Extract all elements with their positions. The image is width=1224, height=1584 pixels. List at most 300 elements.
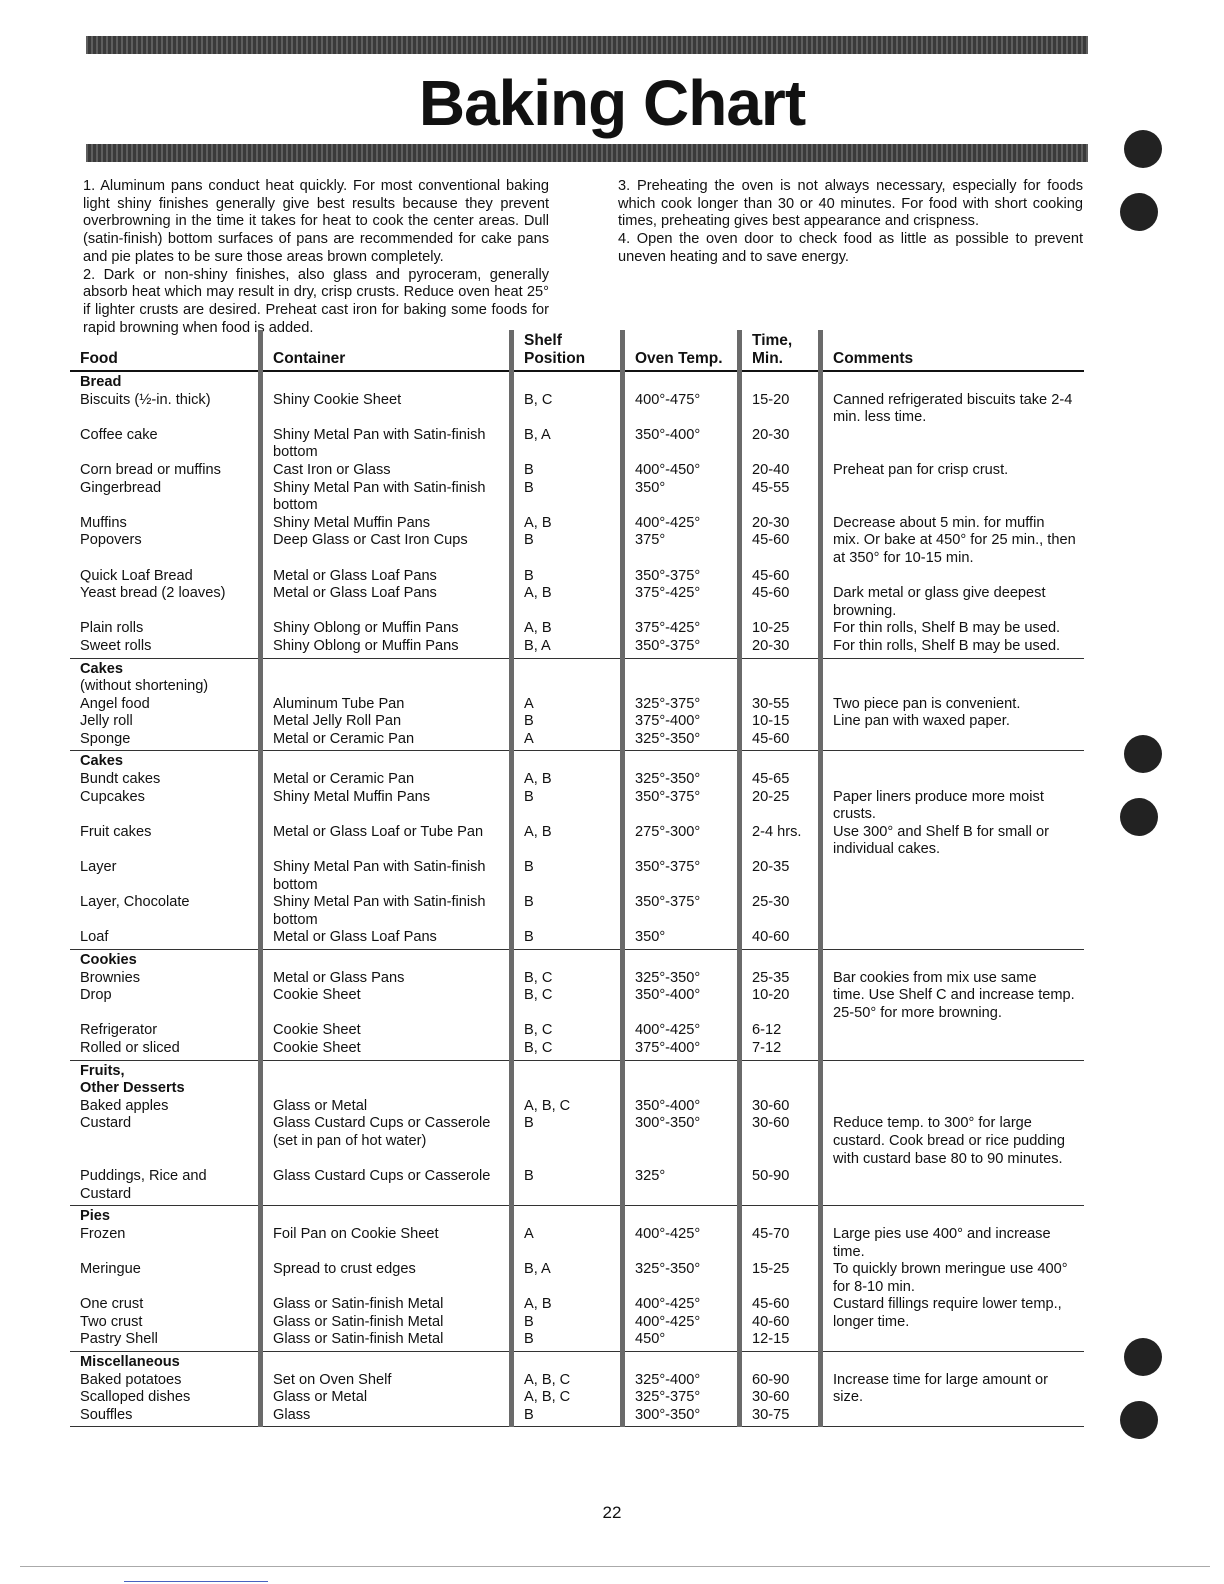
cell-container: Glass or Satin-finish Metal bbox=[261, 1331, 512, 1351]
table-row bbox=[70, 1226, 1084, 1261]
section-heading-spacer bbox=[821, 1206, 1085, 1226]
cell-comment bbox=[821, 859, 1085, 894]
cell-food: Angel food bbox=[80, 695, 150, 712]
cell-shelf: B bbox=[512, 532, 623, 567]
cell-container: Shiny Metal Muffin Pans bbox=[261, 789, 512, 824]
cell-time: 20-40 bbox=[740, 462, 821, 480]
table-row bbox=[70, 1261, 1084, 1296]
cell-comment bbox=[821, 568, 1085, 586]
cell-temp: 350° bbox=[623, 480, 740, 515]
table-row bbox=[70, 987, 1084, 1022]
cell-food: Muffins bbox=[80, 514, 127, 531]
cell-container: Glass or Satin-finish Metal bbox=[261, 1296, 512, 1314]
section-title: Miscellaneous bbox=[80, 1354, 180, 1371]
cell-temp: 300°-350° bbox=[623, 1407, 740, 1427]
cell-food: Refrigerator bbox=[80, 1022, 158, 1039]
section-heading-spacer bbox=[623, 950, 740, 970]
cell-shelf: A bbox=[512, 1226, 623, 1261]
table-row bbox=[70, 620, 1084, 638]
cell-time: 12-15 bbox=[740, 1331, 821, 1351]
section-heading-row bbox=[70, 1206, 1084, 1226]
section-heading-spacer bbox=[261, 658, 512, 696]
section-heading-spacer bbox=[261, 1352, 512, 1372]
section-heading-spacer bbox=[740, 950, 821, 970]
table-row bbox=[70, 1296, 1084, 1314]
cell-comment bbox=[821, 929, 1085, 949]
binder-hole-icon bbox=[1124, 1338, 1162, 1376]
intro-paragraph-3: 3. Preheating the oven is not always necessary, especially for foods which cook longer than 30 or 40 minutes. For food with short cooking times, preheating gives best appearance and crispness. bbox=[618, 178, 1083, 230]
cell-time: 30-55 bbox=[740, 696, 821, 714]
section-heading-row bbox=[70, 950, 1084, 970]
table-row bbox=[70, 970, 1084, 988]
cell-comment: Custard fillings require lower temp., bbox=[821, 1296, 1085, 1314]
cell-time: 30-75 bbox=[740, 1407, 821, 1427]
cell-temp: 350°-400° bbox=[623, 1098, 740, 1116]
intro-right-column bbox=[618, 178, 1083, 267]
cell-temp: 325°-375° bbox=[623, 696, 740, 714]
cell-comment bbox=[821, 427, 1085, 462]
table-row bbox=[70, 1115, 1084, 1168]
table-row bbox=[70, 1372, 1084, 1390]
cell-temp: 325°-350° bbox=[623, 970, 740, 988]
table-row bbox=[70, 392, 1084, 427]
cell-time: 40-60 bbox=[740, 929, 821, 949]
cell-shelf: B, A bbox=[512, 638, 623, 658]
cell-shelf: A, B bbox=[512, 620, 623, 638]
cell-container: Shiny Oblong or Muffin Pans bbox=[261, 620, 512, 638]
table-row bbox=[70, 1407, 1084, 1427]
cell-container: Shiny Oblong or Muffin Pans bbox=[261, 638, 512, 658]
cell-shelf: B bbox=[512, 1168, 623, 1206]
cell-comment bbox=[821, 894, 1085, 929]
binder-hole-icon bbox=[1124, 130, 1162, 168]
cell-shelf: A, B bbox=[512, 771, 623, 789]
table-row bbox=[70, 894, 1084, 929]
cell-container: Metal or Ceramic Pan bbox=[261, 771, 512, 789]
table-body bbox=[70, 371, 1084, 1427]
cell-food: Quick Loaf Bread bbox=[80, 567, 193, 584]
cell-comment bbox=[821, 1331, 1085, 1351]
cell-container: Foil Pan on Cookie Sheet bbox=[261, 1226, 512, 1261]
cell-food: Jelly roll bbox=[80, 713, 133, 730]
intro-paragraph-1: 1. Aluminum pans conduct heat quickly. For most conventional baking light shiny finishes generally give best results because they prevent overbrowning in the time it takes for heat to cook the center areas. Dull (satin-finish) bottom surfaces of pans are recommended for cake pans and pie plates to be sure those areas brown completely. bbox=[83, 178, 549, 265]
section-heading-spacer bbox=[623, 751, 740, 771]
table-row bbox=[70, 859, 1084, 894]
cell-time: 45-60 bbox=[740, 731, 821, 751]
section-heading-spacer bbox=[821, 371, 1085, 392]
cell-shelf: B, C bbox=[512, 1022, 623, 1040]
section-heading-row bbox=[70, 1352, 1084, 1372]
cell-shelf: B bbox=[512, 568, 623, 586]
cell-comment: size. bbox=[821, 1389, 1085, 1407]
cell-shelf: B, C bbox=[512, 392, 623, 427]
cell-shelf: B, C bbox=[512, 1040, 623, 1060]
header-container: Container bbox=[261, 330, 512, 371]
header-comments: Comments bbox=[821, 330, 1085, 371]
cell-time: 45-55 bbox=[740, 480, 821, 515]
cell-shelf: A, B, C bbox=[512, 1389, 623, 1407]
cell-time: 30-60 bbox=[740, 1389, 821, 1407]
cell-container: Cookie Sheet bbox=[261, 987, 512, 1022]
table-row bbox=[70, 1389, 1084, 1407]
cell-food: Layer, Chocolate bbox=[80, 894, 190, 911]
cell-temp: 350°-400° bbox=[623, 987, 740, 1022]
section-heading-spacer bbox=[512, 751, 623, 771]
cell-container: Glass or Metal bbox=[261, 1389, 512, 1407]
cell-food: Meringue bbox=[80, 1261, 141, 1278]
cell-time: 60-90 bbox=[740, 1372, 821, 1390]
cell-food: Two crust bbox=[80, 1313, 143, 1330]
cell-temp: 400°-425° bbox=[623, 515, 740, 533]
section-heading-spacer bbox=[261, 950, 512, 970]
section-heading-spacer bbox=[623, 658, 740, 696]
cell-temp: 275°-300° bbox=[623, 824, 740, 859]
cell-food: Loaf bbox=[70, 929, 261, 949]
cell-comment: longer time. bbox=[821, 1314, 1085, 1332]
cell-comment bbox=[821, 480, 1085, 515]
cell-shelf: B bbox=[512, 894, 623, 929]
intro-left-column bbox=[83, 178, 549, 337]
cell-temp: 350° bbox=[623, 929, 740, 949]
cell-container: Spread to crust edges bbox=[261, 1261, 512, 1296]
cell-temp: 375°-400° bbox=[623, 713, 740, 731]
section-subtitle: Other Desserts bbox=[80, 1080, 185, 1097]
cell-comment: Use 300° and Shelf B for small or individual cakes. bbox=[821, 824, 1085, 859]
table-row bbox=[70, 1168, 1084, 1206]
binder-hole-icon bbox=[1120, 1401, 1158, 1439]
section-title: Fruits, bbox=[80, 1062, 125, 1079]
table-row bbox=[70, 731, 1084, 751]
section-heading-spacer bbox=[261, 371, 512, 392]
footer-rule bbox=[20, 1566, 1210, 1567]
cell-food: Souffles bbox=[70, 1407, 261, 1427]
table-row bbox=[70, 1331, 1084, 1351]
cell-time: 30-60 bbox=[740, 1115, 821, 1168]
cell-time: 10-15 bbox=[740, 713, 821, 731]
cell-comment: mix. Or bake at 450° for 25 min., then at 350° for 10-15 min. bbox=[821, 532, 1085, 567]
section-heading-spacer bbox=[512, 371, 623, 392]
cell-container: Metal or Glass Loaf Pans bbox=[261, 568, 512, 586]
table-row bbox=[70, 713, 1084, 731]
section-heading-spacer bbox=[740, 1206, 821, 1226]
cell-temp: 350°-400° bbox=[623, 427, 740, 462]
section-heading bbox=[70, 950, 261, 970]
section-subtitle: (without shortening) bbox=[80, 678, 209, 695]
cell-temp: 375°-425° bbox=[623, 585, 740, 620]
cell-shelf: B bbox=[512, 713, 623, 731]
cell-temp: 325°-400° bbox=[623, 1372, 740, 1390]
cell-container: Metal or Ceramic Pan bbox=[261, 731, 512, 751]
table-row bbox=[70, 480, 1084, 515]
cell-shelf: B, A bbox=[512, 1261, 623, 1296]
section-heading-spacer bbox=[512, 658, 623, 696]
cell-time: 10-20 bbox=[740, 987, 821, 1022]
baking-chart-table bbox=[70, 330, 1084, 1427]
section-heading bbox=[70, 371, 261, 392]
cell-comment bbox=[821, 731, 1085, 751]
cell-container: Metal Jelly Roll Pan bbox=[261, 713, 512, 731]
cell-comment: Increase time for large amount or bbox=[821, 1372, 1085, 1390]
binder-hole-icon bbox=[1120, 193, 1158, 231]
cell-food: Gingerbread bbox=[80, 479, 162, 496]
cell-temp: 350°-375° bbox=[623, 859, 740, 894]
binder-hole-icon bbox=[1120, 798, 1158, 836]
cell-temp: 325°-350° bbox=[623, 731, 740, 751]
cell-food: Sponge bbox=[70, 731, 261, 751]
section-heading-spacer bbox=[821, 1352, 1085, 1372]
cell-container: Metal or Glass Loaf Pans bbox=[261, 585, 512, 620]
section-heading-spacer bbox=[261, 751, 512, 771]
cell-food: Scalloped dishes bbox=[80, 1389, 191, 1406]
table-row bbox=[70, 585, 1084, 620]
cell-comment bbox=[821, 1098, 1085, 1116]
cell-shelf: B bbox=[512, 1314, 623, 1332]
cell-temp: 350°-375° bbox=[623, 894, 740, 929]
cell-food: Bundt cakes bbox=[80, 771, 161, 788]
cell-shelf: A, B bbox=[512, 824, 623, 859]
cell-shelf: A, B bbox=[512, 1296, 623, 1314]
table-header-row bbox=[70, 330, 1084, 371]
section-heading-spacer bbox=[740, 751, 821, 771]
section-heading-spacer bbox=[512, 1206, 623, 1226]
section-heading bbox=[70, 751, 261, 771]
table-row bbox=[70, 696, 1084, 714]
table-row bbox=[70, 929, 1084, 949]
cell-temp: 300°-350° bbox=[623, 1115, 740, 1168]
section-title: Pies bbox=[80, 1208, 111, 1225]
cell-food: Drop bbox=[80, 987, 112, 1004]
section-heading bbox=[70, 1352, 261, 1372]
cell-temp: 400°-425° bbox=[623, 1022, 740, 1040]
cell-comment: To quickly brown meringue use 400° for 8-10 min. bbox=[821, 1261, 1085, 1296]
cell-container: Metal or Glass Pans bbox=[261, 970, 512, 988]
cell-comment: Preheat pan for crisp crust. bbox=[821, 462, 1085, 480]
section-title: Cakes bbox=[80, 660, 124, 677]
section-heading-spacer bbox=[740, 371, 821, 392]
section-heading-row bbox=[70, 1060, 1084, 1098]
cell-time: 20-25 bbox=[740, 789, 821, 824]
cell-shelf: A, B, C bbox=[512, 1372, 623, 1390]
table-row bbox=[70, 427, 1084, 462]
section-heading-spacer bbox=[623, 1060, 740, 1098]
cell-container: Shiny Metal Pan with Satin-finish bottom bbox=[261, 859, 512, 894]
table-row bbox=[70, 824, 1084, 859]
cell-temp: 400°-475° bbox=[623, 392, 740, 427]
cell-container: Shiny Metal Pan with Satin-finish bottom bbox=[261, 480, 512, 515]
cell-comment: Line pan with waxed paper. bbox=[821, 713, 1085, 731]
cell-food: Puddings, Rice and Custard bbox=[70, 1168, 261, 1206]
cell-container: Shiny Metal Muffin Pans bbox=[261, 515, 512, 533]
cell-shelf: A bbox=[512, 696, 623, 714]
cell-time: 25-35 bbox=[740, 970, 821, 988]
cell-temp: 375°-425° bbox=[623, 620, 740, 638]
cell-comment bbox=[821, 1022, 1085, 1040]
section-heading-spacer bbox=[512, 1352, 623, 1372]
cell-comment: Large pies use 400° and increase time. bbox=[821, 1226, 1085, 1261]
cell-food: Coffee cake bbox=[80, 426, 158, 443]
page-title: Baking Chart bbox=[418, 67, 806, 139]
intro-paragraph-4: 4. Open the oven door to check food as little as possible to prevent uneven heating and to save energy. bbox=[618, 231, 1083, 265]
intro-paragraph-2: 2. Dark or non-shiny finishes, also glass and pyroceram, generally absorb heat which may result in dry, crisp crusts. Reduce oven heat 25° if lighter crusts are desired. Preheat cast iron for baking some foods for rapid browning when food is added. bbox=[83, 266, 549, 336]
cell-comment: Dark metal or glass give deepest browning. bbox=[821, 585, 1085, 620]
cell-food: Brownies bbox=[80, 969, 141, 986]
cell-temp: 400°-425° bbox=[623, 1226, 740, 1261]
footer-blue-rule bbox=[124, 1581, 268, 1582]
section-heading-spacer bbox=[261, 1060, 512, 1098]
cell-time: 40-60 bbox=[740, 1314, 821, 1332]
section-title: Cookies bbox=[80, 952, 137, 968]
cell-food: Custard bbox=[80, 1115, 132, 1132]
page-number: 22 bbox=[602, 1503, 622, 1522]
header-food: Food bbox=[70, 330, 261, 371]
cell-food: Baked potatoes bbox=[80, 1371, 182, 1388]
cell-temp: 325°-350° bbox=[623, 771, 740, 789]
cell-time: 45-60 bbox=[740, 1296, 821, 1314]
cell-time: 20-30 bbox=[740, 638, 821, 658]
section-heading-spacer bbox=[740, 658, 821, 696]
section-heading-spacer bbox=[512, 950, 623, 970]
section-heading-spacer bbox=[821, 1060, 1085, 1098]
cell-container: Shiny Metal Pan with Satin-finish bottom bbox=[261, 894, 512, 929]
cell-container: Glass Custard Cups or Casserole bbox=[261, 1168, 512, 1206]
cell-time: 45-65 bbox=[740, 771, 821, 789]
cell-time: 15-25 bbox=[740, 1261, 821, 1296]
cell-time: 45-70 bbox=[740, 1226, 821, 1261]
table-row bbox=[70, 638, 1084, 658]
cell-food: Yeast bread (2 loaves) bbox=[80, 585, 226, 602]
cell-shelf: B bbox=[512, 1331, 623, 1351]
cell-comment: For thin rolls, Shelf B may be used. bbox=[821, 638, 1085, 658]
cell-food: Baked apples bbox=[80, 1097, 169, 1114]
cell-temp: 325°-375° bbox=[623, 1389, 740, 1407]
header-shelf: Shelf Position bbox=[512, 330, 623, 371]
cell-shelf: B, C bbox=[512, 970, 623, 988]
cell-temp: 400°-425° bbox=[623, 1296, 740, 1314]
cell-temp: 375° bbox=[623, 532, 740, 567]
section-title: Cakes bbox=[80, 753, 124, 770]
cell-temp: 375°-400° bbox=[623, 1040, 740, 1060]
cell-time: 6-12 bbox=[740, 1022, 821, 1040]
section-heading bbox=[70, 658, 261, 696]
cell-container: Cookie Sheet bbox=[261, 1022, 512, 1040]
cell-comment: time. Use Shelf C and increase temp. 25-50° for more browning. bbox=[821, 987, 1085, 1022]
cell-temp: 450° bbox=[623, 1331, 740, 1351]
cell-time: 30-60 bbox=[740, 1098, 821, 1116]
cell-container: Metal or Glass Loaf Pans bbox=[261, 929, 512, 949]
cell-time: 45-60 bbox=[740, 568, 821, 586]
cell-time: 20-30 bbox=[740, 515, 821, 533]
cell-temp: 350°-375° bbox=[623, 568, 740, 586]
table-row bbox=[70, 462, 1084, 480]
top-decorative-bar bbox=[86, 36, 1088, 54]
cell-container: Aluminum Tube Pan bbox=[261, 696, 512, 714]
cell-comment: Bar cookies from mix use same bbox=[821, 970, 1085, 988]
cell-shelf: B bbox=[512, 480, 623, 515]
table-row bbox=[70, 771, 1084, 789]
table-row bbox=[70, 1040, 1084, 1060]
cell-shelf: B bbox=[512, 1407, 623, 1427]
binder-hole-icon bbox=[1124, 735, 1162, 773]
cell-shelf: B bbox=[512, 462, 623, 480]
cell-food: Pastry Shell bbox=[70, 1331, 261, 1351]
table-row bbox=[70, 1022, 1084, 1040]
section-heading-spacer bbox=[512, 1060, 623, 1098]
cell-time: 7-12 bbox=[740, 1040, 821, 1060]
section-heading-spacer bbox=[623, 1352, 740, 1372]
section-heading-row bbox=[70, 371, 1084, 392]
section-title: Bread bbox=[80, 374, 122, 390]
cell-comment: Paper liners produce more moist crusts. bbox=[821, 789, 1085, 824]
cell-food: Sweet rolls bbox=[70, 638, 261, 658]
cell-shelf: B bbox=[512, 789, 623, 824]
cell-container: Glass bbox=[261, 1407, 512, 1427]
cell-comment: Decrease about 5 min. for muffin bbox=[821, 515, 1085, 533]
cell-temp: 350°-375° bbox=[623, 638, 740, 658]
table-row bbox=[70, 789, 1084, 824]
section-heading bbox=[70, 1206, 261, 1226]
cell-temp: 350°-375° bbox=[623, 789, 740, 824]
cell-food: Biscuits (½-in. thick) bbox=[80, 391, 211, 408]
cell-comment bbox=[821, 771, 1085, 789]
cell-comment: Two piece pan is convenient. bbox=[821, 696, 1085, 714]
cell-shelf: B bbox=[512, 929, 623, 949]
cell-food: Fruit cakes bbox=[80, 823, 152, 840]
cell-container: Glass or Metal bbox=[261, 1098, 512, 1116]
cell-shelf: B bbox=[512, 1115, 623, 1168]
title-underline-bar bbox=[86, 144, 1088, 162]
section-heading-spacer bbox=[821, 658, 1085, 696]
cell-comment bbox=[821, 1040, 1085, 1060]
cell-temp: 325°-350° bbox=[623, 1261, 740, 1296]
cell-container: Set on Oven Shelf bbox=[261, 1372, 512, 1390]
cell-temp: 325° bbox=[623, 1168, 740, 1206]
header-time: Time, Min. bbox=[740, 330, 821, 371]
cell-time: 20-35 bbox=[740, 859, 821, 894]
cell-comment bbox=[821, 1407, 1085, 1427]
section-heading-spacer bbox=[261, 1206, 512, 1226]
cell-shelf: A, B, C bbox=[512, 1098, 623, 1116]
section-heading bbox=[70, 1060, 261, 1098]
section-heading-spacer bbox=[740, 1352, 821, 1372]
table-row bbox=[70, 532, 1084, 567]
cell-comment bbox=[821, 1168, 1085, 1206]
section-heading-row bbox=[70, 658, 1084, 696]
cell-comment: For thin rolls, Shelf B may be used. bbox=[821, 620, 1085, 638]
section-heading-spacer bbox=[623, 371, 740, 392]
cell-food: Plain rolls bbox=[80, 620, 144, 637]
table-row bbox=[70, 515, 1084, 533]
section-heading-spacer bbox=[740, 1060, 821, 1098]
cell-food: Cupcakes bbox=[80, 788, 145, 805]
cell-comment: Reduce temp. to 300° for large custard. Cook bread or rice pudding with custard base 80 to 90 minutes. bbox=[821, 1115, 1085, 1168]
cell-food: Layer bbox=[80, 859, 117, 876]
cell-time: 25-30 bbox=[740, 894, 821, 929]
section-heading-spacer bbox=[821, 950, 1085, 970]
cell-container: Cookie Sheet bbox=[261, 1040, 512, 1060]
cell-time: 2-4 hrs. bbox=[740, 824, 821, 859]
table-row bbox=[70, 1098, 1084, 1116]
cell-time: 45-60 bbox=[740, 585, 821, 620]
cell-container: Shiny Cookie Sheet bbox=[261, 392, 512, 427]
cell-container: Shiny Metal Pan with Satin-finish bottom bbox=[261, 427, 512, 462]
cell-container: Glass or Satin-finish Metal bbox=[261, 1314, 512, 1332]
cell-comment: Canned refrigerated biscuits take 2-4 min. less time. bbox=[821, 392, 1085, 427]
cell-time: 50-90 bbox=[740, 1168, 821, 1206]
cell-food: Corn bread or muffins bbox=[80, 461, 221, 478]
cell-time: 45-60 bbox=[740, 532, 821, 567]
cell-container: Cast Iron or Glass bbox=[261, 462, 512, 480]
cell-shelf: A, B bbox=[512, 585, 623, 620]
